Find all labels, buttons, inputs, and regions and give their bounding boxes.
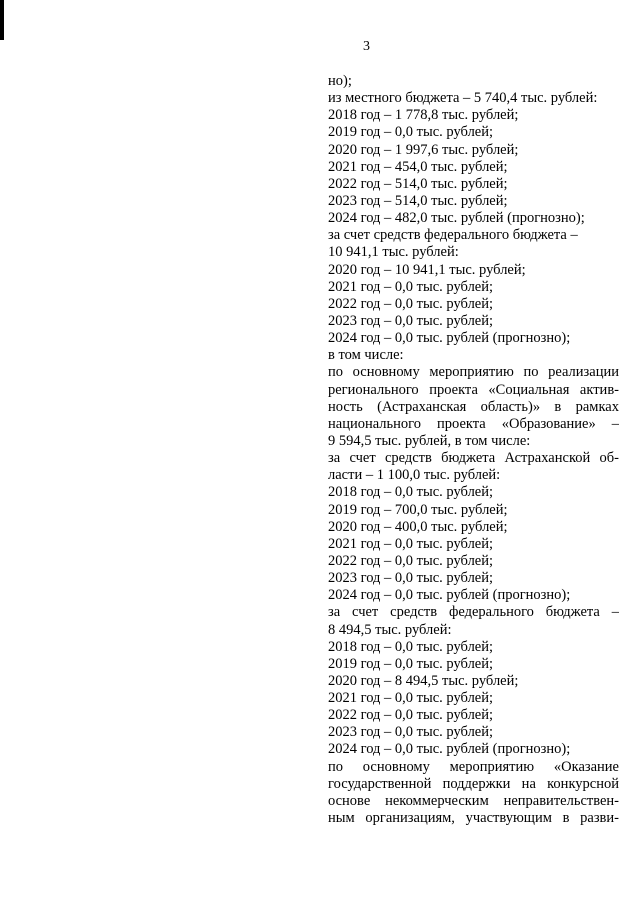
text-line: ным организациям, участвующим в разви- [328,810,619,827]
text-line: 2024 год – 0,0 тыс. рублей (прогнозно); [328,330,571,347]
text-line: 2023 год – 0,0 тыс. рублей; [328,312,494,329]
text-line: 2020 год – 400,0 тыс. рублей; [328,518,508,535]
text-line: из местного бюджета – 5 740,4 тыс. рублей: [328,90,598,107]
text-line: 2022 год – 0,0 тыс. рублей; [328,707,494,724]
text-line: ность (Астраханская область)» в рамках [328,398,619,415]
text-line: 2021 год – 0,0 тыс. рублей; [328,278,494,295]
text-line: 2023 год – 514,0 тыс. рублей; [328,192,508,209]
text-line: 2021 год – 0,0 тыс. рублей; [328,535,494,552]
text-line: но); [328,73,352,89]
text-line: 2020 год – 1 997,6 тыс. рублей; [328,141,519,158]
text-line: основе некоммерческим неправительствен- [328,792,619,809]
text-line: 9 594,5 тыс. рублей, в том числе: [328,432,531,449]
text-line: 10 941,1 тыс. рублей: [328,244,459,261]
text-line: 2018 год – 0,0 тыс. рублей; [328,638,494,655]
text-line: 2021 год – 0,0 тыс. рублей; [328,690,494,707]
text-line: национального проекта «Образование» – [328,415,619,432]
text-line: 2022 год – 0,0 тыс. рублей; [328,295,494,312]
text-line: 2019 год – 0,0 тыс. рублей; [328,655,494,672]
text-line: 2019 год – 700,0 тыс. рублей; [328,501,508,518]
text-line: ласти – 1 100,0 тыс. рублей: [328,467,501,484]
text-line: за счет средств федерального бюджета – [328,604,619,621]
text-line: 2019 год – 0,0 тыс. рублей; [328,124,494,141]
text-line: в том числе: [328,347,404,364]
text-line: за счет средств бюджета Астраханской об- [328,450,619,467]
text-line: по основному мероприятию по реализации [328,364,619,381]
text-line: 2020 год – 10 941,1 тыс. рублей; [328,261,526,278]
text-line: 2024 год – 0,0 тыс. рублей (прогнозно); [328,587,571,604]
text-line: за счет средств федерального бюджета – [328,227,578,244]
scan-edge-mark [0,0,4,40]
text-line: 2021 год – 454,0 тыс. рублей; [328,158,508,175]
page-number: 3 [363,39,370,54]
text-line: 2018 год – 1 778,8 тыс. рублей; [328,107,519,124]
text-line: 2018 год – 0,0 тыс. рублей; [328,484,494,501]
text-line: регионального проекта «Социальная актив- [328,381,619,398]
body-text-column [328,73,619,827]
text-line: 2022 год – 0,0 тыс. рублей; [328,552,494,569]
text-line: 2024 год – 482,0 тыс. рублей (прогнозно); [328,210,585,227]
text-line: 2023 год – 0,0 тыс. рублей; [328,724,494,741]
text-line: 2024 год – 0,0 тыс. рублей (прогнозно); [328,741,571,758]
text-line: по основному мероприятию «Оказание [328,758,619,775]
text-line: государственной поддержки на конкурсной [328,775,619,792]
text-line: 2023 год – 0,0 тыс. рублей; [328,570,494,587]
text-line: 2022 год – 514,0 тыс. рублей; [328,175,508,192]
text-line: 2020 год – 8 494,5 тыс. рублей; [328,672,519,689]
text-line: 8 494,5 тыс. рублей: [328,621,452,638]
